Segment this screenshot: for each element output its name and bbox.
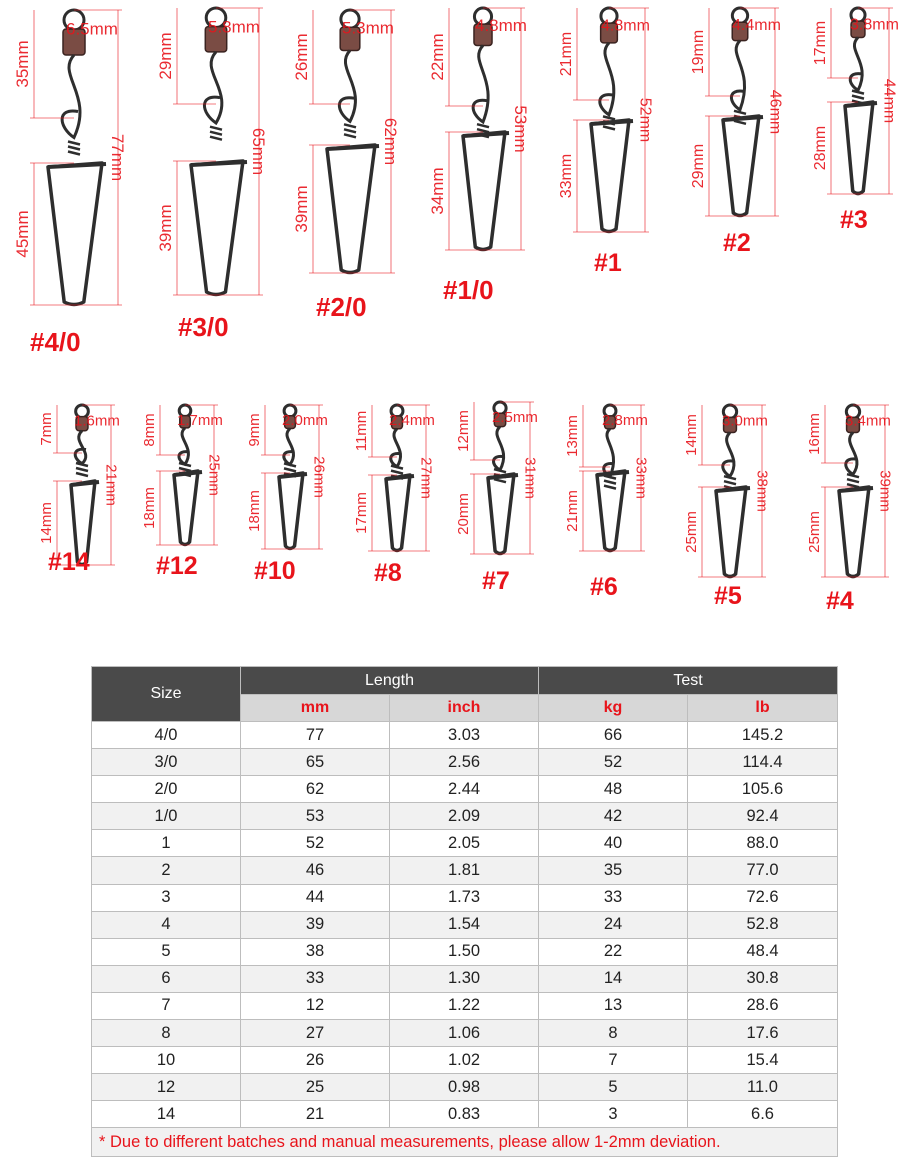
inch-cell: 2.05: [390, 830, 539, 857]
deviation-note: * Due to different batches and manual measurements, please allow 1-2mm deviation.: [92, 1128, 838, 1157]
swivel-twist-coil: [210, 137, 222, 140]
total-length-label: 65mm: [249, 127, 268, 176]
size-label: #10: [254, 557, 296, 585]
kg-cell: 33: [539, 884, 688, 911]
swivel-twist-coil: [494, 469, 506, 472]
swivel-group: [156, 8, 268, 295]
size-label: #4: [826, 587, 854, 615]
snap-latch: [591, 121, 633, 124]
total-length-label: 77mm: [108, 133, 127, 182]
inch-cell: 1.73: [390, 884, 539, 911]
lb-cell: 88.0: [688, 830, 838, 857]
swivel-wire-loop: [604, 429, 614, 477]
inch-cell: 1.22: [390, 992, 539, 1019]
lb-cell: 105.6: [688, 776, 838, 803]
snap-length-label: 21mm: [564, 490, 581, 532]
lb-cell: 6.6: [688, 1101, 838, 1128]
lb-column-header: lb: [688, 695, 838, 722]
size-cell: 3/0: [92, 749, 241, 776]
barrel-width-label: 3.8mm: [850, 16, 899, 34]
size-column-header: Size: [92, 667, 241, 722]
kg-cell: 35: [539, 857, 688, 884]
barrel-width-label: 4.8mm: [475, 16, 527, 36]
lb-cell: 114.4: [688, 749, 838, 776]
snap-latch: [48, 164, 106, 167]
inch-cell: 1.50: [390, 938, 539, 965]
barrel-width-label: 4.4mm: [732, 16, 781, 34]
inch-cell: 1.02: [390, 1047, 539, 1074]
swivel-twist-coil: [68, 147, 80, 150]
snap-clip: [488, 474, 514, 554]
size-label: #4/0: [30, 327, 81, 357]
swivel-wire-loop: [339, 50, 355, 121]
mm-cell: 52: [241, 830, 390, 857]
mm-cell: 39: [241, 911, 390, 938]
inch-cell: 2.56: [390, 749, 539, 776]
size-label: #6: [590, 573, 618, 601]
lb-cell: 11.0: [688, 1074, 838, 1101]
barrel-width-label: 2.5mm: [492, 409, 538, 427]
swivel-group: [13, 10, 127, 305]
swivel-wire-loop: [75, 431, 86, 464]
swivel-wire-loop: [284, 429, 294, 465]
barrel-width-label: 4.8mm: [601, 17, 650, 35]
snap-clip: [716, 487, 746, 577]
size-label: #3: [840, 206, 868, 234]
swivel-group: [141, 405, 223, 545]
size-label: #12: [156, 552, 198, 580]
mm-cell: 46: [241, 857, 390, 884]
total-length-label: 26mm: [310, 456, 328, 498]
swivel-length-label: 13mm: [564, 415, 581, 457]
swivel-wire-loop: [731, 41, 744, 110]
snap-clip: [191, 161, 243, 295]
size-cell: 1: [92, 830, 241, 857]
snap-length-label: 34mm: [428, 167, 447, 215]
size-cell: 2/0: [92, 776, 241, 803]
table-row: [92, 1047, 838, 1074]
swivel-group: [455, 402, 539, 554]
swivel-wire-loop: [494, 427, 504, 470]
mm-cell: 27: [241, 1020, 390, 1047]
barrel-width-label: 1.7mm: [177, 411, 223, 429]
swivel-length-label: 17mm: [812, 20, 829, 66]
swivel-twist-coil: [604, 486, 616, 489]
swivel-twist-coil: [179, 463, 191, 466]
snap-latch: [327, 146, 379, 149]
size-cell: 6: [92, 965, 241, 992]
snap-length-label: 39mm: [292, 185, 311, 233]
snap-length-label: 17mm: [353, 492, 370, 534]
swivel-group: [812, 8, 899, 194]
swivel-group: [428, 8, 530, 250]
table-row: [92, 803, 838, 830]
swivel-length-label: 21mm: [558, 31, 575, 77]
swivel-length-label: 22mm: [428, 33, 447, 81]
mm-column-header: mm: [241, 695, 390, 722]
mm-cell: 26: [241, 1047, 390, 1074]
inch-cell: 1.30: [390, 965, 539, 992]
kg-cell: 52: [539, 749, 688, 776]
swivel-group: [806, 405, 894, 577]
barrel-width-label: 5.8mm: [208, 17, 260, 37]
kg-cell: 48: [539, 776, 688, 803]
size-cell: 4: [92, 911, 241, 938]
table-row: [92, 776, 838, 803]
snap-clip: [839, 487, 869, 577]
snap-length-label: 25mm: [683, 511, 700, 553]
table-body: [92, 722, 838, 1128]
size-label: #1: [594, 249, 622, 277]
kg-cell: 40: [539, 830, 688, 857]
swivel-twist-coil: [76, 468, 88, 471]
lb-cell: 48.4: [688, 938, 838, 965]
barrel-width-label: 1.6mm: [74, 412, 120, 430]
swivel-group: [38, 405, 120, 565]
inch-column-header: inch: [390, 695, 539, 722]
snap-length-label: 29mm: [690, 143, 707, 189]
mm-cell: 62: [241, 776, 390, 803]
table-row: [92, 1020, 838, 1047]
lb-cell: 17.6: [688, 1020, 838, 1047]
swivel-twist-coil: [68, 152, 80, 155]
inch-cell: 3.03: [390, 722, 539, 749]
swivel-wire-loop: [204, 52, 221, 123]
kg-cell: 24: [539, 911, 688, 938]
barrel-width-label: 6.5mm: [66, 19, 118, 39]
snap-clip: [279, 473, 303, 549]
swivel-twist-coil: [847, 479, 859, 482]
swivel-group: [353, 405, 435, 551]
size-cell: 12: [92, 1074, 241, 1101]
swivel-twist-coil: [76, 473, 88, 476]
barrel-width-label: 3.4mm: [845, 412, 891, 430]
swivel-twist-coil: [734, 121, 746, 124]
inch-cell: 0.98: [390, 1074, 539, 1101]
kg-cell: 13: [539, 992, 688, 1019]
table-row: [92, 830, 838, 857]
lb-cell: 52.8: [688, 911, 838, 938]
swivel-twist-coil: [68, 142, 80, 145]
swivel-length-label: 7mm: [38, 412, 55, 446]
swivel-twist-coil: [477, 124, 489, 127]
snap-length-label: 25mm: [806, 511, 823, 553]
swivel-twist-coil: [603, 126, 615, 129]
swivel-wire-loop: [62, 55, 80, 138]
table-row: [92, 992, 838, 1019]
swivel-group: [558, 8, 654, 232]
snap-length-label: 14mm: [38, 502, 55, 544]
swivel-length-label: 35mm: [13, 40, 32, 88]
swivel-wire-loop: [850, 37, 862, 90]
lb-cell: 77.0: [688, 857, 838, 884]
barrel-width-label: 2.0mm: [282, 411, 328, 429]
mm-cell: 77: [241, 722, 390, 749]
mm-cell: 65: [241, 749, 390, 776]
swivel-twist-coil: [852, 91, 864, 94]
snap-clip: [174, 471, 198, 545]
size-cell: 1/0: [92, 803, 241, 830]
size-cell: 8: [92, 1020, 241, 1047]
swivel-wire-loop: [473, 45, 488, 122]
size-cell: 3: [92, 884, 241, 911]
kg-cell: 7: [539, 1047, 688, 1074]
kg-cell: 42: [539, 803, 688, 830]
total-length-label: 31mm: [521, 457, 539, 499]
lb-cell: 15.4: [688, 1047, 838, 1074]
total-length-label: 52mm: [636, 97, 654, 143]
barrel-width-label: 2.8mm: [602, 411, 648, 429]
swivel-twist-coil: [76, 463, 88, 466]
lb-cell: 145.2: [688, 722, 838, 749]
swivel-twist-coil: [344, 134, 356, 137]
snap-length-label: 20mm: [455, 493, 472, 535]
mm-cell: 21: [241, 1101, 390, 1128]
table-row: [92, 1074, 838, 1101]
snap-length-label: 28mm: [812, 125, 829, 171]
snap-clip: [386, 475, 410, 551]
inch-cell: 0.83: [390, 1101, 539, 1128]
swivel-twist-coil: [284, 463, 296, 466]
snap-latch: [191, 162, 247, 165]
total-length-label: 33mm: [632, 457, 650, 499]
swivel-twist-coil: [603, 116, 615, 119]
size-label: #1/0: [443, 275, 494, 305]
table-row: [92, 884, 838, 911]
barrel-width-label: 3.0mm: [722, 412, 768, 430]
size-label: #5: [714, 582, 742, 610]
inch-cell: 1.54: [390, 911, 539, 938]
mm-cell: 38: [241, 938, 390, 965]
mm-cell: 44: [241, 884, 390, 911]
swivel-twist-coil: [391, 471, 403, 474]
swivel-length-label: 8mm: [141, 413, 158, 447]
swivel-twist-coil: [284, 468, 296, 471]
table-row: [92, 857, 838, 884]
barrel-width-label: 5.3mm: [342, 18, 394, 38]
swivel-twist-coil: [724, 476, 736, 479]
total-length-label: 62mm: [381, 117, 400, 166]
test-group-header: Test: [539, 667, 838, 695]
swivel-twist-coil: [391, 466, 403, 469]
table-row: [92, 749, 838, 776]
snap-clip: [463, 132, 505, 250]
mm-cell: 53: [241, 803, 390, 830]
swivel-length-label: 26mm: [292, 33, 311, 81]
inch-cell: 2.09: [390, 803, 539, 830]
inch-cell: 1.06: [390, 1020, 539, 1047]
kg-cell: 66: [539, 722, 688, 749]
swivel-length-label: 16mm: [806, 413, 823, 455]
snap-latch: [463, 133, 509, 136]
swivel-twist-coil: [604, 481, 616, 484]
snap-length-label: 18mm: [141, 487, 158, 529]
total-length-label: 25mm: [205, 454, 223, 496]
kg-cell: 5: [539, 1074, 688, 1101]
swivel-twist-coil: [734, 111, 746, 114]
size-label: #7: [482, 567, 510, 595]
kg-cell: 14: [539, 965, 688, 992]
snap-length-label: 18mm: [246, 490, 263, 532]
total-length-label: 44mm: [880, 78, 898, 124]
swivel-twist-coil: [210, 127, 222, 130]
size-cell: 5: [92, 938, 241, 965]
swivel-length-label: 19mm: [690, 29, 707, 75]
size-label: #3/0: [178, 312, 229, 342]
length-group-header: Length: [241, 667, 539, 695]
table-row: [92, 1101, 838, 1128]
swivel-group: [564, 405, 650, 551]
table-row: [92, 722, 838, 749]
total-length-label: 39mm: [876, 470, 894, 512]
snap-length-label: 39mm: [156, 204, 175, 252]
lb-cell: 92.4: [688, 803, 838, 830]
mm-cell: 33: [241, 965, 390, 992]
lb-cell: 28.6: [688, 992, 838, 1019]
size-cell: 14: [92, 1101, 241, 1128]
swivel-twist-coil: [210, 132, 222, 135]
table-row: [92, 965, 838, 992]
mm-cell: 12: [241, 992, 390, 1019]
swivel-wire-loop: [846, 432, 857, 474]
size-cell: 10: [92, 1047, 241, 1074]
barrel-width-label: 2.4mm: [389, 411, 435, 429]
swivel-length-label: 29mm: [156, 32, 175, 80]
swivel-twist-coil: [344, 124, 356, 127]
snap-clip: [845, 102, 873, 194]
kg-cell: 22: [539, 938, 688, 965]
snap-clip: [591, 120, 629, 232]
swivel-twist-coil: [724, 481, 736, 484]
swivel-twist-coil: [344, 129, 356, 132]
inch-cell: 1.81: [390, 857, 539, 884]
swivel-twist-coil: [494, 479, 506, 482]
total-length-label: 27mm: [417, 457, 435, 499]
swivel-wire-loop: [179, 428, 189, 464]
total-length-label: 21mm: [102, 464, 120, 506]
total-length-label: 38mm: [753, 470, 771, 512]
swivel-length-label: 9mm: [246, 413, 263, 447]
kg-cell: 8: [539, 1020, 688, 1047]
snap-clip: [723, 116, 759, 216]
swivel-length-label: 14mm: [683, 414, 700, 456]
swivel-group: [690, 8, 784, 216]
mm-cell: 25: [241, 1074, 390, 1101]
table-row: [92, 938, 838, 965]
size-label: #8: [374, 559, 402, 587]
swivel-wire-loop: [391, 429, 401, 467]
swivel-group: [683, 405, 771, 577]
swivel-group: [246, 405, 328, 549]
swivel-wire-loop: [600, 43, 614, 115]
swivel-wire-loop: [723, 432, 734, 476]
swivel-length-label: 12mm: [455, 410, 472, 452]
size-label: #2: [723, 229, 751, 257]
total-length-label: 53mm: [511, 105, 530, 153]
size-label: #14: [48, 548, 90, 576]
total-length-label: 46mm: [766, 89, 784, 135]
size-cell: 2: [92, 857, 241, 884]
inch-cell: 2.44: [390, 776, 539, 803]
snap-length-label: 33mm: [558, 153, 575, 199]
swivel-twist-coil: [179, 468, 191, 471]
swivel-twist-coil: [852, 96, 864, 99]
kg-column-header: kg: [539, 695, 688, 722]
snap-clip: [48, 163, 102, 305]
size-cell: 7: [92, 992, 241, 1019]
kg-cell: 3: [539, 1101, 688, 1128]
table-row: [92, 911, 838, 938]
swivel-twist-coil: [847, 474, 859, 477]
swivel-length-label: 11mm: [353, 410, 370, 452]
size-cell: 4/0: [92, 722, 241, 749]
lb-cell: 30.8: [688, 965, 838, 992]
snap-length-label: 45mm: [13, 210, 32, 258]
size-label: #2/0: [316, 292, 367, 322]
swivel-group: [292, 10, 400, 273]
size-spec-table: [91, 666, 838, 1157]
snap-clip: [327, 145, 375, 273]
lb-cell: 72.6: [688, 884, 838, 911]
